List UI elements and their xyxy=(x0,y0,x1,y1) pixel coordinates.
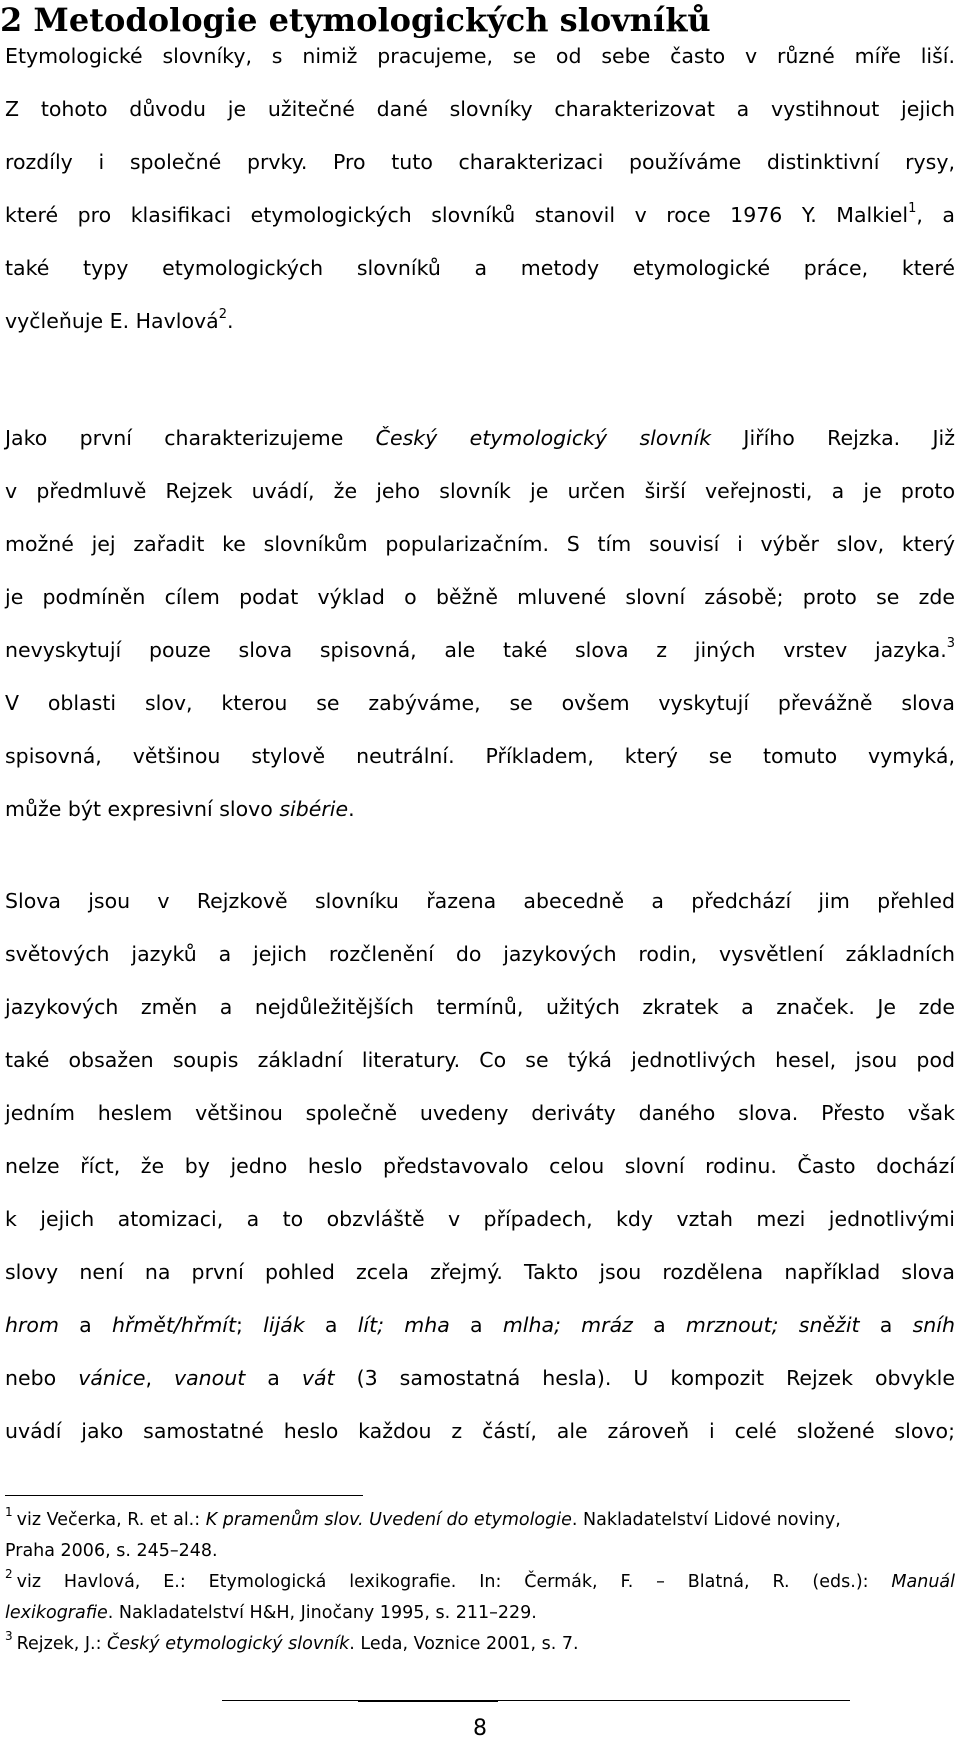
text-line xyxy=(5,1299,955,1352)
section-heading: 2 Metodologie etymologických slovníků xyxy=(0,1,711,39)
text-span: Praha 2006, s. 245–248. xyxy=(5,1541,218,1561)
example-word: sibérie xyxy=(279,797,349,821)
italic-text-span: hrom xyxy=(5,1313,59,1337)
text-line: jazykových změn a nejdůležitějších termínů, užitých zkratek a značek. Je zde xyxy=(5,995,955,1019)
footnote-2-cont xyxy=(5,1598,955,1629)
footnote-2 xyxy=(5,1567,955,1598)
text-span: a xyxy=(632,1313,686,1337)
text-line: spisovná, většinou stylově neutrální. Příkladem, který se tomuto vymyká, xyxy=(5,744,955,768)
text-line xyxy=(5,1352,955,1405)
text-line xyxy=(5,412,955,465)
footnote-text xyxy=(17,1510,841,1530)
page-number: 8 xyxy=(473,1716,487,1741)
text-span: vyčleňuje E. Havlová xyxy=(5,309,219,333)
footnote-text xyxy=(17,1634,579,1654)
italic-text-span: vánice xyxy=(78,1366,146,1390)
text-span: . Nakladatelství Lidové noviny, xyxy=(571,1510,841,1530)
footnote-number: 2 xyxy=(5,1567,13,1581)
text-span: může být expresivní slovo xyxy=(5,797,280,821)
text-line: jedním heslem většinou společně uvedeny deriváty daného slova. Přesto však xyxy=(5,1101,955,1125)
footnote-ref-3: 3 xyxy=(946,636,955,652)
text-span: a xyxy=(859,1313,913,1337)
text-line: světových jazyků a jejich rozčlenění do jazykových rodin, vysvětlení základních xyxy=(5,942,955,966)
text-span: (3 samostatná hesla). U kompozit Rejzek obvykle xyxy=(334,1366,955,1390)
text-span: nebo xyxy=(5,1366,79,1390)
text-span: , xyxy=(145,1366,174,1390)
text-span: které pro klasifikaci etymologických slovníků stanovil v roce 1976 Y. Malkiel xyxy=(5,203,909,227)
text-span: viz Večerka, R. et al.: xyxy=(16,1510,206,1530)
paragraph-1 xyxy=(5,30,955,348)
dictionary-title: Český etymologický slovník xyxy=(375,426,712,450)
footnote-number: 1 xyxy=(5,1505,13,1519)
text-span: viz Havlová, E.: Etymologická lexikografie. In: Čermák, F. – Blatná, R. (eds.): xyxy=(16,1572,892,1592)
footnote-1 xyxy=(5,1505,955,1536)
text-line: nelze říct, že by jedno heslo představovalo celou slovní rodinu. Často dochází xyxy=(5,1154,955,1178)
italic-text-span: hřmět/hřmít xyxy=(111,1313,237,1337)
italic-text-span: lít; mha xyxy=(357,1313,450,1337)
text-span: ; xyxy=(236,1313,264,1337)
text-span: a xyxy=(449,1313,503,1337)
italic-text-span: vanout xyxy=(173,1366,246,1390)
text-line: V oblasti slov, kterou se zabýváme, se ovšem vyskytují převážně slova xyxy=(5,691,955,715)
italic-text-span: liják xyxy=(263,1313,305,1337)
text-line xyxy=(5,295,955,348)
text-span: Jiřího Rejzka. Již xyxy=(711,426,955,450)
footnote-text xyxy=(17,1572,955,1592)
paragraph-2 xyxy=(5,412,955,836)
text-span: a xyxy=(304,1313,358,1337)
paragraph-3 xyxy=(5,875,955,1458)
text-span: nevyskytují pouze slova spisovná, ale také slova z jiných vrstev jazyka. xyxy=(5,638,947,662)
text-span: , a xyxy=(916,203,955,227)
text-line xyxy=(5,783,955,836)
text-span: Rejzek, J.: xyxy=(16,1634,108,1654)
text-line: možné jej zařadit ke slovníkům popularizačním. S tím souvisí i výběr slov, který xyxy=(5,532,955,556)
text-line: slovy není na první pohled zcela zřejmý. Takto jsou rozdělena například slova xyxy=(5,1260,955,1284)
italic-text-span: vát xyxy=(301,1366,335,1390)
page-footer-rule-accent xyxy=(358,1700,498,1702)
italic-text-span: mrznout; sněžit xyxy=(685,1313,860,1337)
text-line: k jejich atomizaci, a to obzvláště v případech, kdy vztah mezi jednotlivými xyxy=(5,1207,955,1231)
italic-text-span: Manuál xyxy=(891,1572,955,1592)
italic-text-span: K pramenům slov. Uvedení do etymologie xyxy=(205,1510,572,1530)
text-line xyxy=(5,624,955,677)
text-line: také typy etymologických slovníků a metody etymologické práce, které xyxy=(5,256,955,280)
text-span: a xyxy=(245,1366,302,1390)
page-footer-rule xyxy=(222,1700,850,1701)
text-line: Z tohoto důvodu je užitečné dané slovníky charakterizovat a vystihnout jejich xyxy=(5,97,955,121)
text-span: . xyxy=(348,797,355,821)
footnote-1-cont xyxy=(5,1536,955,1567)
footnote-ref-1: 1 xyxy=(908,201,917,217)
footnotes xyxy=(5,1505,955,1660)
text-span: Jako první charakterizujeme xyxy=(5,426,376,450)
text-span: . Leda, Voznice 2001, s. 7. xyxy=(349,1634,579,1654)
italic-text-span: lexikografie xyxy=(5,1603,108,1623)
text-span: . xyxy=(226,309,234,333)
text-line: Slova jsou v Rejzkově slovníku řazena abecedně a předchází jim přehled xyxy=(5,889,955,913)
footnote-3 xyxy=(5,1629,955,1660)
text-line: Etymologické slovníky, s nimiž pracujeme, se od sebe často v různé míře liší. xyxy=(5,44,955,68)
footnote-separator xyxy=(5,1495,363,1496)
italic-text-span: mlha; mráz xyxy=(502,1313,633,1337)
footnote-number: 3 xyxy=(5,1629,13,1643)
text-line xyxy=(5,189,955,242)
text-line: je podmíněn cílem podat výklad o běžně mluvené slovní zásobě; proto se zde xyxy=(5,585,955,609)
text-span: . Nakladatelství H&H, Jinočany 1995, s. 211–229. xyxy=(107,1603,537,1623)
italic-text-span: sníh xyxy=(912,1313,955,1337)
text-line: v předmluvě Rejzek uvádí, že jeho slovník je určen širší veřejnosti, a je proto xyxy=(5,479,955,503)
text-span: a xyxy=(58,1313,112,1337)
text-line: také obsažen soupis základní literatury. Co se týká jednotlivých hesel, jsou pod xyxy=(5,1048,955,1072)
text-line: rozdíly i společné prvky. Pro tuto charakterizaci používáme distinktivní rysy, xyxy=(5,150,955,174)
italic-text-span: Český etymologický slovník xyxy=(107,1634,350,1654)
text-line: uvádí jako samostatné heslo každou z částí, ale zároveň i celé složené slovo; xyxy=(5,1419,955,1443)
footnote-ref-2: 2 xyxy=(218,307,227,323)
